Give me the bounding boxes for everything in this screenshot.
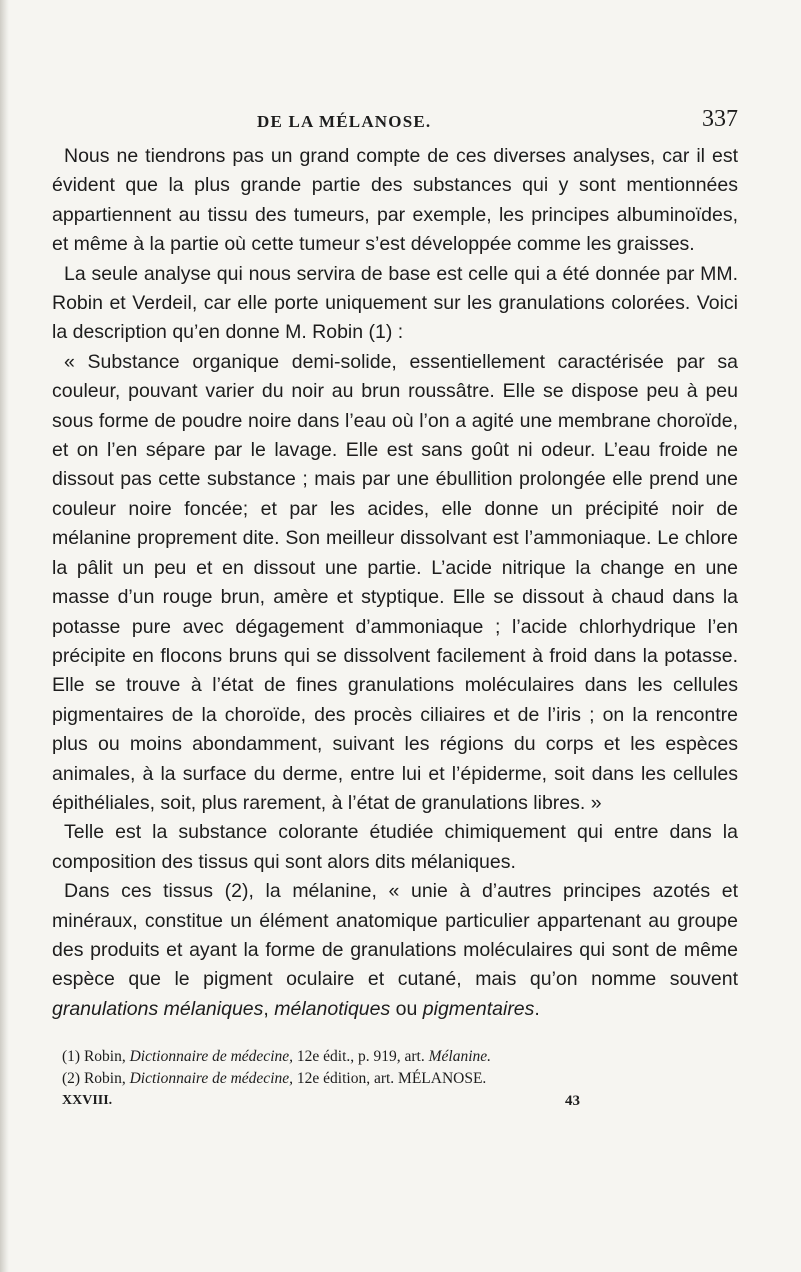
paragraph: La seule analyse qui nous servira de base est celle qui a été donnée par MM. Robin et Verdeil, car elle porte uniquement sur les granulations colorées. Voici la description qu’en donne M. Robin (1) : [52,262,738,344]
footnote-middle: 12e édition, art. MÉLANOSE. [293,1070,487,1088]
footnote-middle: 12e édit., p. 919, art. [293,1048,429,1066]
paragraph: Nous ne tiendrons pas un grand compte de ces diverses analyses, car il est évident que la plus grande partie des substances qui y sont mentionnées appartiennent au tissu des tumeurs, par exemple, les principes albuminoïdes, et même à la partie où cette tumeur s’est développée comme les graisses. [52,145,738,256]
italic-term: mélanotiques [274,997,391,1020]
footnote-title: Dictionnaire de médecine, [129,1070,294,1088]
text-run: Dans ces tissus (2), la mélanine, « unie à d’autres principes azotés et minéraux, constitue un élément anatomique particulier appartenant au groupe des produits et ayant la forme de granulations moléculaires qui sont de même espèce que le pigment oculaire et cutané, mais qu’on nomme souvent [52,880,738,991]
body-text [52,142,738,1024]
footnote-title: Dictionnaire de médecine, [129,1048,294,1066]
text-run: ou [390,997,423,1020]
footnote-prefix: (2) Robin, [62,1070,130,1088]
sheet-signature: 43 [565,1093,580,1110]
page-edge-shadow [0,0,9,1272]
paragraph: Telle est la substance colorante étudiée chimiquement qui entre dans la composition des tissus qui sont alors dits mélaniques. [52,821,738,873]
quotation-paragraph: « Substance organique demi-solide, essentiellement caractérisée par sa couleur, pouvant varier du noir au brun roussâtre. Elle se dispose peu à peu sous forme de poudre noire dans l’eau où l’on a agité une membrane choroïde, et on l’en sépare par le lavage. Elle est sans goût ni odeur. L’eau froide ne dissout pas cette substance ; mais par une ébullition prolongée elle prend une couleur noire foncée; et par les acides, elle donne un précipité noir de mélanine proprement dite. Son meilleur dissolvant est l’ammoniaque. Le chlore la pâlit un peu et en dissout une partie. L’acide nitrique la change en une masse d’un rouge brun, amère et styptique. Elle se dissout à chaud dans la potasse pure avec dégagement d’ammoniaque ; l’acide chlorhydrique l’en précipite en flocons bruns qui se dissolvent facilement à froid dans la potasse. Elle se trouve à l’état de fines granulations moléculaires dans les cellules pigmentaires de la choroïde, des procès ciliaires et de l’iris ; on la rencontre plus ou moins abondamment, suivant les régions du corps et les espèces animales, à la surface du derme, entre lui et l’épiderme, soit dans les cellules épithéliales, soit, plus rarement, à l’état de granulations libres. » [52,350,738,814]
paragraph-last [52,877,738,1024]
volume-signature: XXVIII. [62,1093,113,1109]
italic-term: granulations mélaniques [52,997,264,1020]
footnote-prefix: (1) Robin, [62,1048,130,1066]
text-run: , [263,997,275,1020]
italic-term: pigmentaires [422,997,535,1020]
running-title: DE LA MÉLANOSE. [257,112,432,131]
footnote [52,1046,738,1068]
signature-row [52,1090,738,1112]
footnote [52,1068,738,1090]
footnote-article: Mélanine. [428,1048,492,1066]
page-header [52,98,738,138]
book-page [52,98,738,1112]
text-run: . [534,997,540,1020]
page-number: 337 [702,106,738,132]
footnotes [52,1046,738,1112]
